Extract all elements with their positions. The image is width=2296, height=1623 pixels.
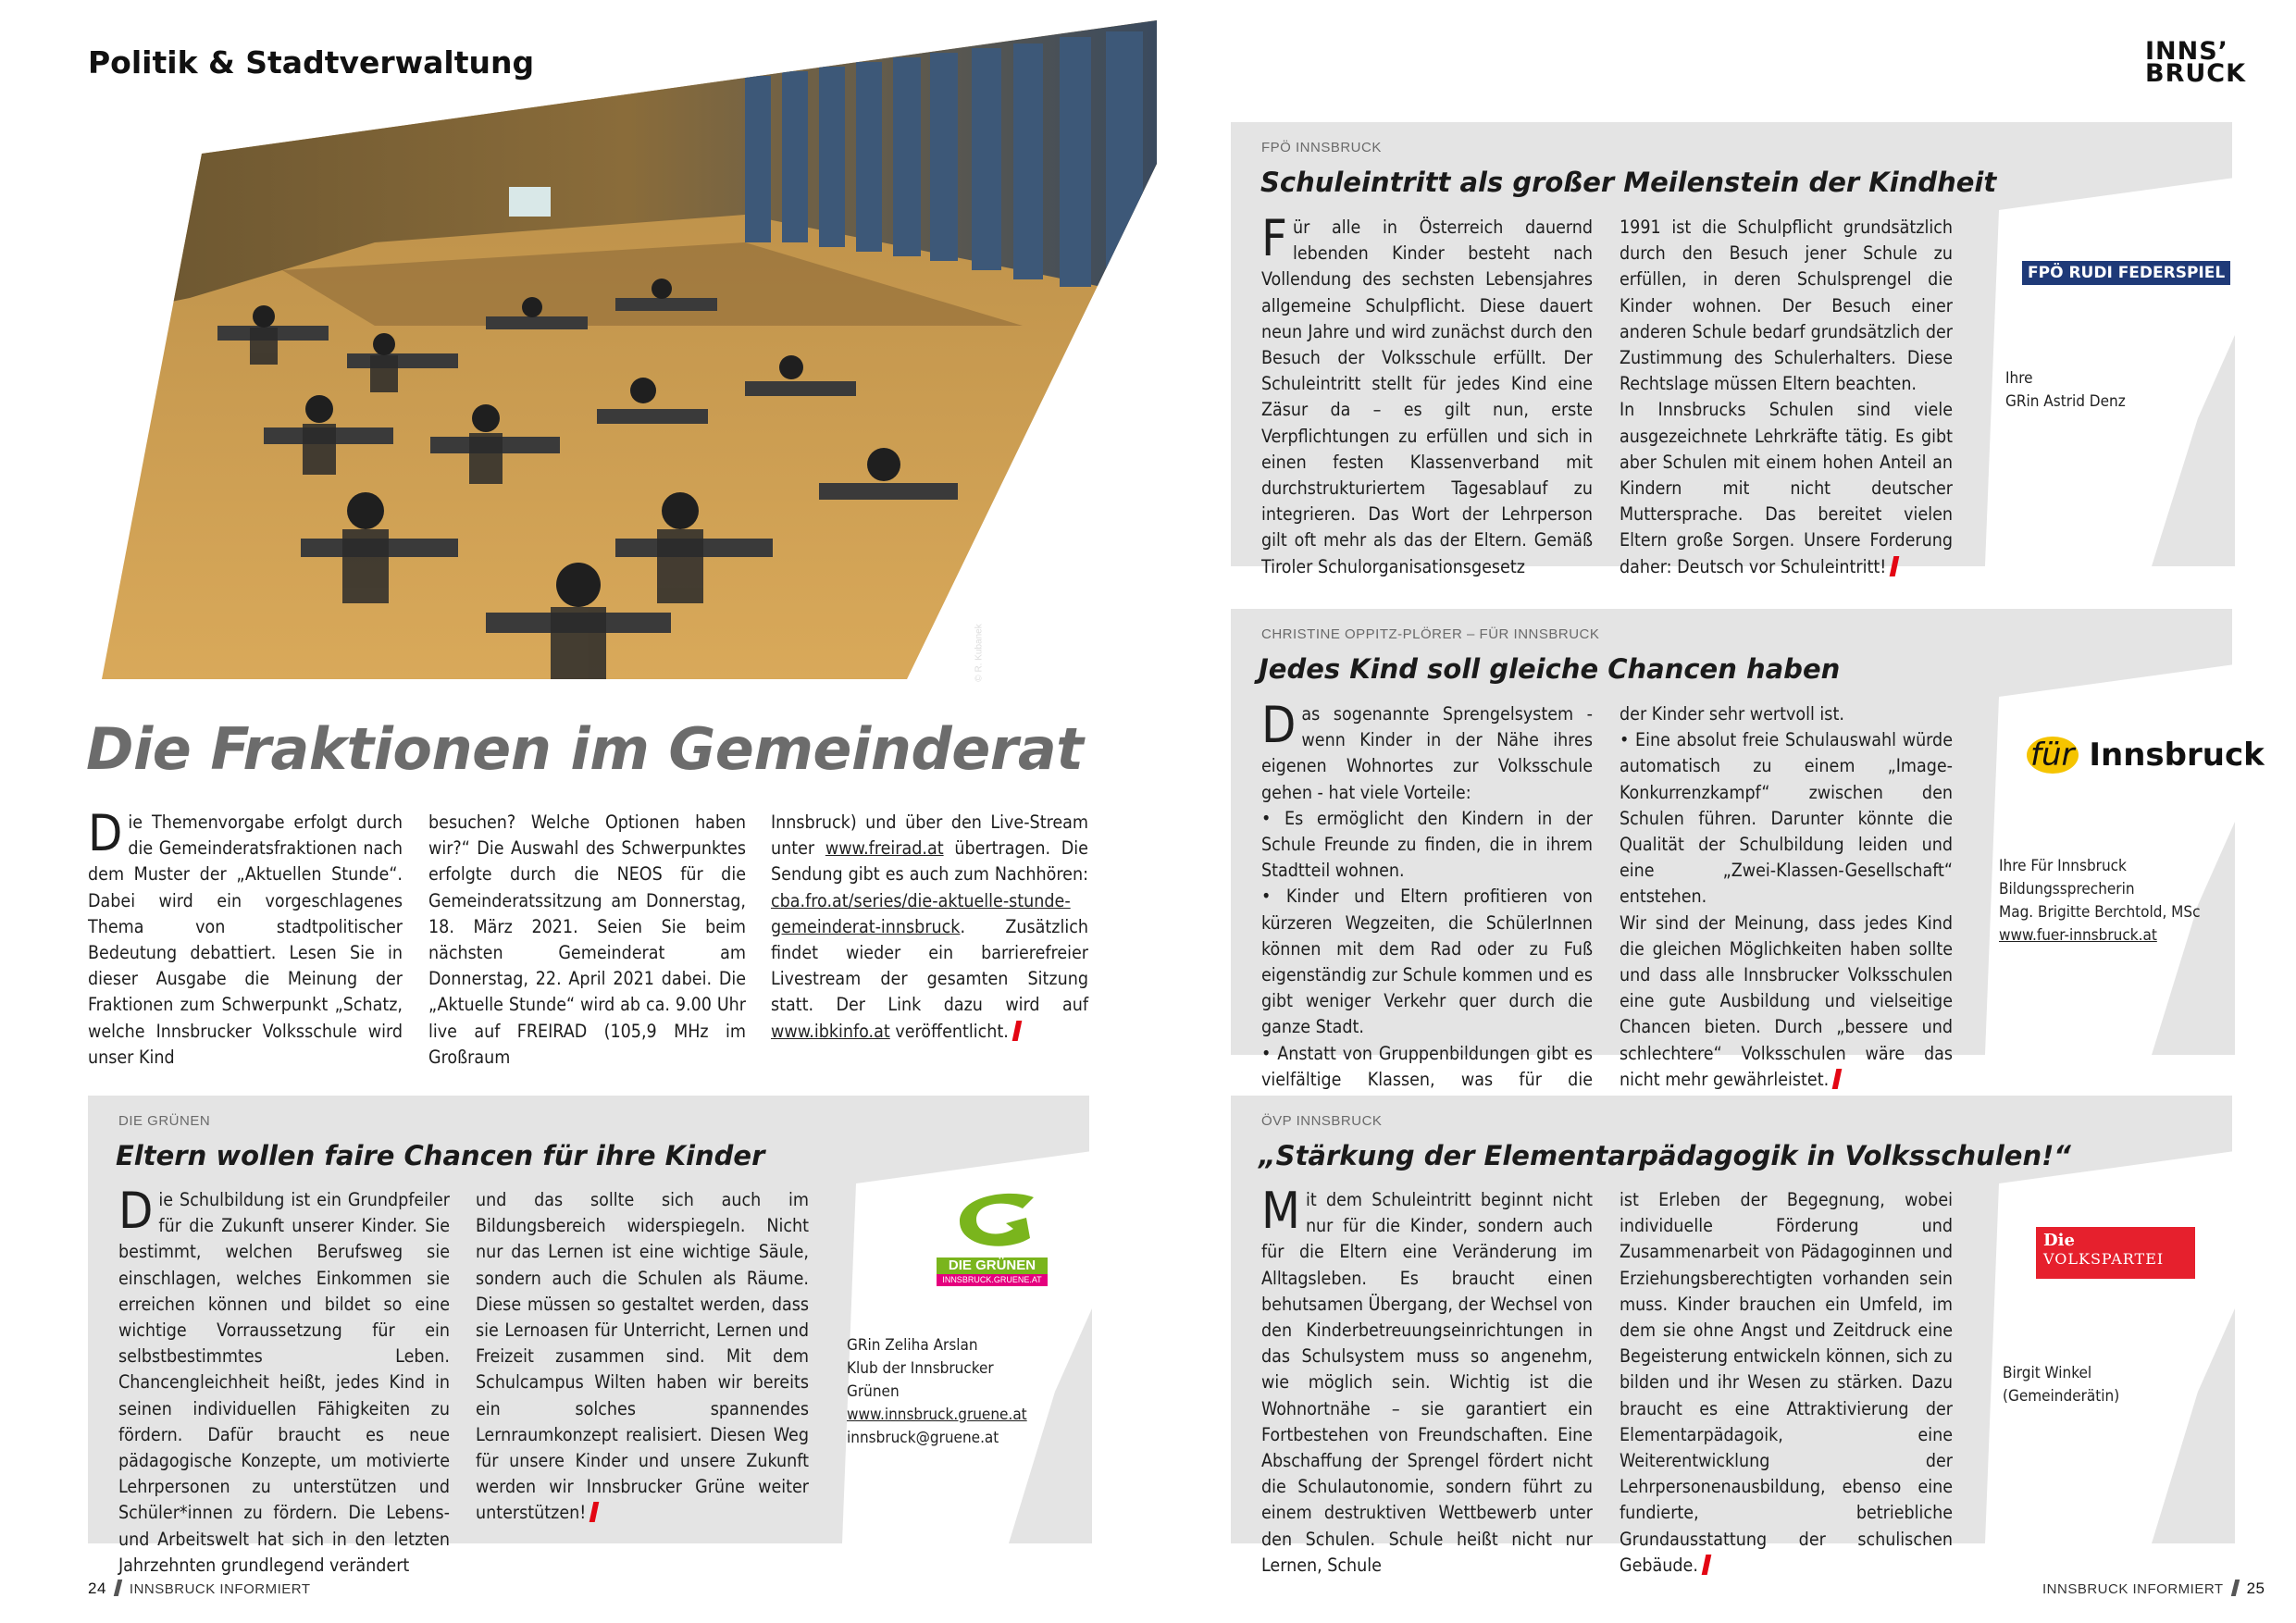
gruene-signature: GRin Zeliha Arslan Klub der Innsbrucker Grünen www.innsbruck.gruene.at innsbruck@gruene.at	[847, 1334, 1027, 1450]
gruene-g-icon	[941, 1186, 1043, 1253]
section-title: Politik & Stadtverwaltung	[88, 44, 535, 81]
fi-label: CHRISTINE OPPITZ-PLÖRER – FÜR INNSBRUCK	[1261, 626, 1600, 642]
intro-column-1: Die Themenvorgabe erfolgt durch die Gemeinderatsfraktionen nach dem Muster der „Aktuellen Stunde“. Dabei wird ein vorgeschlagenes Thema von stadtpolitischer Bedeutung debattiert. Lesen Sie in dieser Ausgabe die Meinung der Fraktionen zum Schwerpunkt „Schatz, welche Innsbrucker Volksschule wird unser Kind	[88, 804, 403, 1068]
gruene-column-1: Die Schulbildung ist ein Grundpfeiler für die Zukunft unserer Kinder. Sie bestimmt, welchen Berufsweg sie einschlagen, welches Einkommen sie erreichen können und bildet so eine wichtige Vorraussetzung für ein selbstbestimmtes Leben. Chancengleichheit heißt, jedes Kind in seinen individuellen Fähigkeiten zu fördern. Dafür braucht es neue pädagogische Konzepte, um motivierte Lehrpersonen zu unterstützen und Schüler*innen zu fördern. Die Lebens- und Arbeitswelt hat sich in den letzten Jahrzehnten grundlegend verändert	[118, 1182, 450, 1576]
fi-logo: für Innsbruck	[2027, 737, 2265, 774]
fpoe-column-1: Für alle in Österreich dauernd lebenden Kinder besteht nach Vollendung des sechsten Lebensjahres allgemeine Schulpflicht. Diese dauert neun Jahre und wird zunächst durch den Besuch der Volksschule erfüllt. Der Schuleintritt stellt für jedes Kind eine Zäsur da – es gilt nun, erste Verpflichtungen zu erfüllen und sich in einen festen Klassenverband mit durchstrukturiertem Tagesablauf zu integrieren. Das Wort der Lehrperson gilt oft mehr als das der Eltern. Gemäß Tiroler Schulorganisationsgesetz	[1261, 209, 1593, 577]
footer-left: 24 INNSBRUCK INFORMIERT	[88, 1580, 311, 1597]
fi-website-link[interactable]: www.fuer-innsbruck.at	[1999, 926, 2157, 945]
gruene-column-2: und das sollte sich auch im Bildungsbereich widerspiegeln. Nicht nur das Lernen ist eine wichtige Säule, sondern auch die Schulen als Räume. Diese müssen so gestaltet werden, dass sie Lernoasen für Unterricht, Lernen und Freizeit zusammen sind. Mit dem Schulcampus Wilten haben wir bereits ein solches spannendes Lernraumkonzept realisiert. Diesen Weg für unsere Kinder und unsere Zukunft werden wir Innsbrucker Grüne weiter unterstützen!	[476, 1189, 809, 1524]
fi-signature: Ihre Für Innsbruck Bildungssprecherin Mag. Brigitte Berchtold, MSc www.fuer-innsbruck.at	[1999, 857, 2201, 945]
freirad-link[interactable]: www.freirad.at	[825, 837, 944, 860]
drop-cap: D	[88, 804, 123, 862]
oevp-logo: Die VOLKSPARTEI	[2036, 1227, 2195, 1279]
council-session-photo	[97, 20, 1157, 682]
fi-column-1: Das sogenannte Sprengelsystem - wenn Kinder in der Nähe ihres eigenen Wohnortes zur Volksschule gehen - hat viele Vorteile: • Es ermöglicht den Kindern in der Schule Freunde zu finden, die in ihrem Stadtteil wohnen. • Kinder und Eltern profitieren von kürzeren Wegzeiten, die SchülerInnen können mit dem Rad oder zu Fuß eigenständig zur Schule kommen und es gibt weniger Verkehr quer durch die ganze Stadt. • Anstatt von Gruppenbildungen gibt es vielfältige Klassen, was für die	[1261, 696, 1593, 1090]
fpoe-title: Schuleintritt als großer Meilenstein der Kindheit	[1260, 167, 1997, 198]
oevp-column-2: ist Erleben der Begegnung, wobei individuelle Förderung und Zusammenarbeit von Pädagoginnen und Erziehungsberechtigten vorhanden sein muss. Kinder brauchen ein Umfeld, im dem sie ohne Angst und Zeitdruck eine Begeisterung entwickeln können, sich zu bilden und ihr Wesen zu stärken. Dazu braucht es eine Attraktivierung der Elementarpädagoik, eine Weiterentwicklung der Lehrpersonenausbildung, ebenso eine fundierte, betriebliche Grundausstattung der schulischen Gebäude.	[1620, 1189, 1953, 1576]
gruene-label: DIE GRÜNEN	[118, 1113, 211, 1129]
fi-title: Jedes Kind soll gleiche Chancen haben	[1259, 653, 1841, 685]
gruene-title: Eltern wollen faire Chancen für ihre Kinder	[116, 1140, 765, 1171]
footer-right: INNSBRUCK INFORMIERT 25	[2042, 1580, 2265, 1597]
gruene-logo: DIE GRÜNEN INNSBRUCK.GRUENE.AT	[937, 1186, 1048, 1286]
fpoe-logo: FPÖ RUDI FEDERSPIEL	[2022, 261, 2230, 285]
oevp-label: ÖVP INNSBRUCK	[1261, 1113, 1383, 1129]
fpoe-label: FPÖ INNSBRUCK	[1261, 140, 1382, 155]
intro-column-2: besuchen? Welche Optionen haben wir?“ Die Auswahl des Schwerpunktes erfolgte durch die NEOS für die Gemeinderatssitzung am Donnerstag, 18. März 2021. Seien Sie beim nächsten Gemeinderat am Donnerstag, 22. April 2021 dabei. Die „Aktuelle Stunde“ wird ab ca. 9.00 Uhr live auf FREIRAD (105,9 MHz im Großraum	[428, 812, 746, 1068]
end-mark	[1012, 1021, 1023, 1041]
hall-illustration	[97, 20, 1157, 682]
oevp-title: „Stärkung der Elementarpädagogik in Volksschulen!“	[1259, 1140, 2071, 1171]
oevp-column-1: Mit dem Schuleintritt beginnt nicht nur für die Kinder, sondern auch für die Eltern eine Veränderung im Alltagsleben. Es braucht einen behutsamen Übergang, der Wechsel von den Kinderbetreuungseinrichtungen in das Schulsystem muss so angenehm, wie möglich sein. Wichtig ist die Wohnortnähe – sie garantiert ein Fortbestehen von Freundschaften. Eine Abschaffung der Sprengel fördert nicht die Schulautonomie, sondern führt zu einem destruktiven Wettbewerb unter den Schulen. Schule heißt nicht nur Lernen, Schule	[1261, 1182, 1593, 1576]
ibkinfo-link[interactable]: www.ibkinfo.at	[771, 1020, 890, 1042]
page-number-left: 24	[88, 1580, 106, 1597]
oevp-signature: Birgit Winkel (Gemeinderätin)	[2003, 1364, 2120, 1406]
gruene-email[interactable]: innsbruck@gruene.at	[847, 1429, 999, 1447]
photo-credit: © R. Kubanek	[974, 624, 985, 682]
fi-column-2: der Kinder sehr wertvoll ist. • Eine absolut freie Schulauswahl würde automatisch zu einem „Image-Konkurrenzkampf“ zwischen den Schulen führen. Darunter könnte die Qualität der Schulbildung leiden und eine „Zwei-Klassen-Gesellschaft“ entstehen. Wir sind der Meinung, dass jedes Kind die gleichen Möglichkeiten haben sollte und dass alle Innsbrucker Volksschulen eine gute Ausbildung und vielseitige Chancen bieten. Durch „bessere und schlechtere“ Volksschulen wäre das nicht mehr gewährleistet.	[1620, 703, 1953, 1090]
intro-column-3: Innsbruck) und über den Live-Stream unter www.freirad.at übertragen. Die Sendung gibt es auch zum Nachhören: cba.fro.at/series/die-aktuelle-stunde-gemeinderat-innsbruck. Zusätzlich findet wieder ein barrierefreier Livestream der gesamten Sitzung statt. Der Link dazu wird auf www.ibkinfo.at veröffentlicht.	[771, 812, 1088, 1042]
gruene-website-link[interactable]: www.innsbruck.gruene.at	[847, 1406, 1027, 1424]
fpoe-column-2: 1991 ist die Schulpflicht grundsätzlich durch den Besuch jener Schule zu erfüllen, in deren Schulsprengel die Kinder wohnen. Der Besuch einer anderen Schule bedarf grundsätzlich der Zustimmung des Schulerhalters. Diese Rechtslage müssen Eltern beachten. In Innsbrucks Schulen sind viele ausgezeichnete Lehrkräfte tätig. Es gibt aber Schulen mit einem hohen Anteil an Kindern mit nicht deutscher Muttersprache. Das bereitet vielen Eltern große Sorgen. Unsere Forderung daher: Deutsch vor Schuleintritt!	[1620, 217, 1953, 577]
page-headline: Die Fraktionen im Gemeinderat	[86, 715, 1084, 783]
fpoe-signature: Ihre GRin Astrid Denz	[2005, 369, 2126, 411]
page-number-right: 25	[2246, 1580, 2265, 1597]
cba-link[interactable]: cba.fro.at/series/die-aktuelle-stunde-gemeinderat-innsbruck	[771, 889, 1071, 937]
city-logo: INNS’ BRUCK	[2145, 37, 2247, 88]
